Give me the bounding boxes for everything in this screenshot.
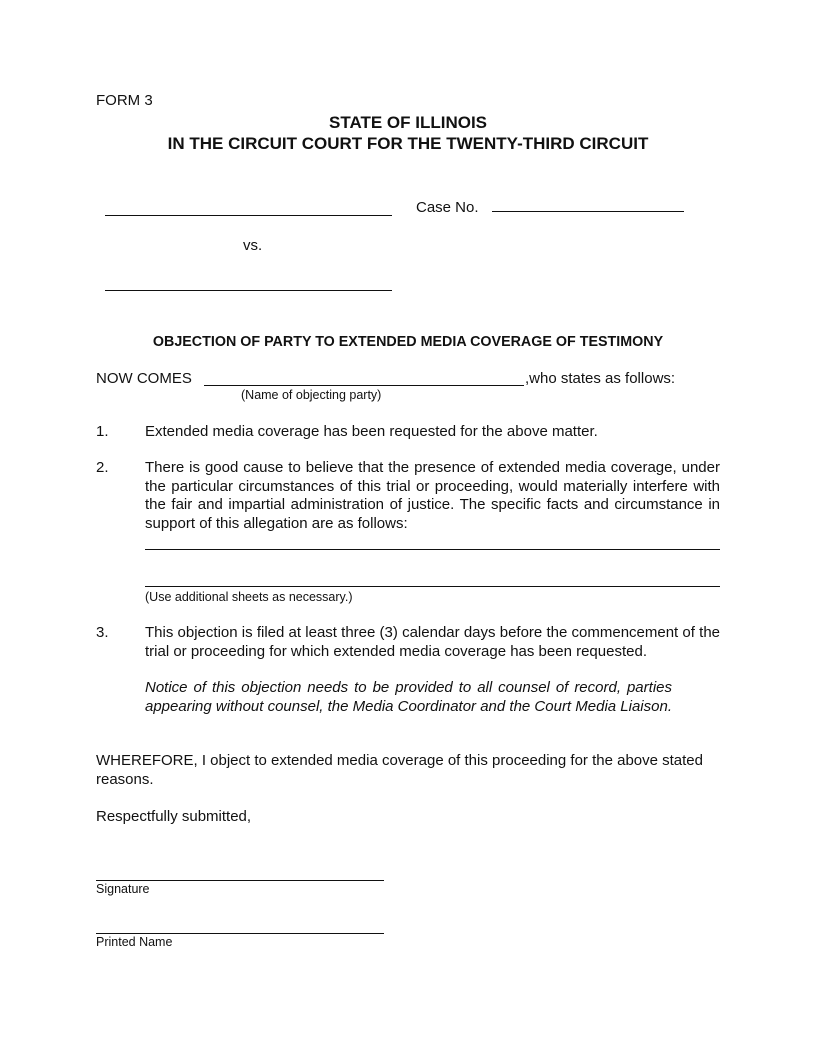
signature-label: Signature <box>96 882 150 896</box>
now-comes-label: NOW COMES <box>96 370 192 387</box>
facts-field-line-2[interactable] <box>145 569 720 587</box>
printed-name-label: Printed Name <box>96 935 173 949</box>
item-text: Extended media coverage has been requested for the above matter. <box>145 423 598 440</box>
item-number: 1. <box>96 423 109 440</box>
item-number: 2. <box>96 459 109 476</box>
vs-label: vs. <box>243 237 263 254</box>
case-number-label: Case No. <box>416 199 479 216</box>
notice-text: Notice of this objection needs to be provided to all counsel of record, parties appearing without counsel, the Media Coordinator and the Court Media Liaison. <box>145 679 672 715</box>
facts-field-line-1[interactable] <box>145 532 720 550</box>
objecting-party-caption: (Name of objecting party) <box>241 388 382 402</box>
plaintiff-field[interactable] <box>105 198 392 216</box>
form-label: FORM 3 <box>96 92 153 109</box>
case-number-field[interactable] <box>492 194 684 212</box>
now-comes-suffix: ,who states as follows: <box>525 370 676 387</box>
additional-sheets-note: (Use additional sheets as necessary.) <box>145 590 353 604</box>
item-number: 3. <box>96 624 109 641</box>
item-text: This objection is filed at least three (3) calendar days before the commencement of the trial or proceeding for which extended media coverage has been requested. <box>145 624 720 660</box>
closing-text: Respectfully submitted, <box>96 808 252 825</box>
court-heading: IN THE CIRCUIT COURT FOR THE TWENTY-THIRD CIRCUIT <box>167 134 649 153</box>
state-heading: STATE OF ILLINOIS <box>328 113 488 132</box>
item-text: There is good cause to believe that the presence of extended media coverage, under the particular circumstances of this trial or proceeding, would materially interfere with the fair and impartial administration of justice. The specific facts and circumstance in support of this allegation are as follows: <box>145 459 720 532</box>
document-title: OBJECTION OF PARTY TO EXTENDED MEDIA COVERAGE OF TESTIMONY <box>152 334 664 350</box>
printed-name-field[interactable] <box>96 916 384 934</box>
signature-field[interactable] <box>96 863 384 881</box>
defendant-field[interactable] <box>105 273 392 291</box>
objecting-party-field[interactable] <box>204 368 524 386</box>
wherefore-text: WHEREFORE, I object to extended media coverage of this proceeding for the above stated reasons. <box>96 752 703 788</box>
